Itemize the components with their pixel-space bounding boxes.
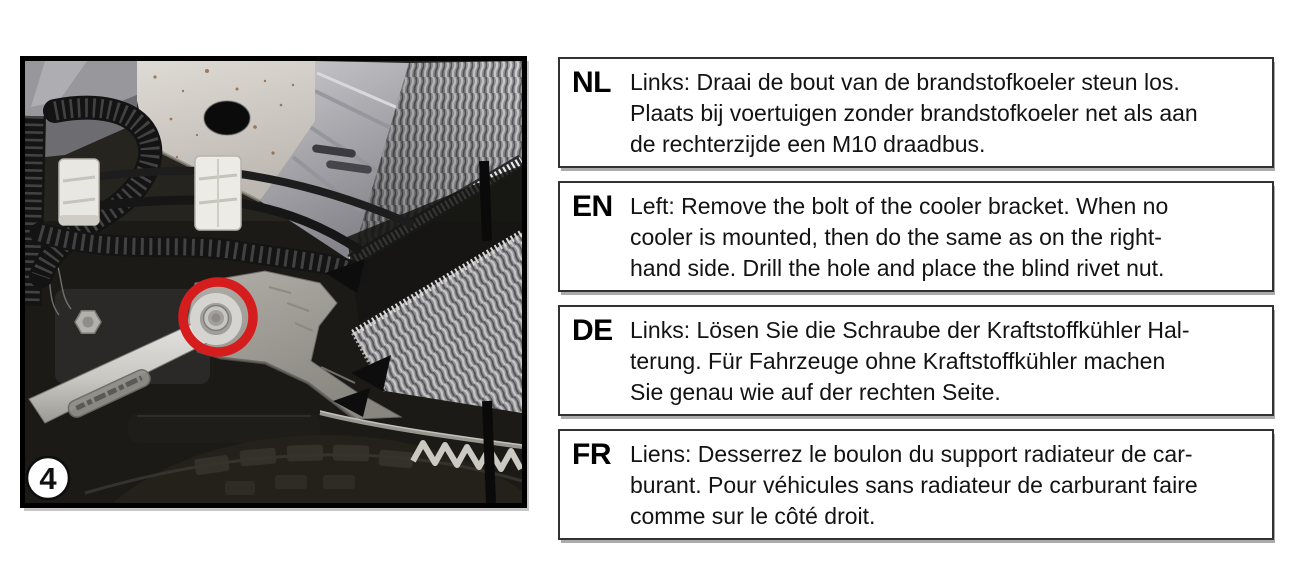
language-code-de: DE bbox=[572, 314, 613, 347]
instruction-line: Sie genau wie auf der rechten Seite. bbox=[630, 379, 1001, 405]
instruction-box-en bbox=[558, 181, 1274, 292]
instruction-line: Links: Draai de bout van de brandstofkoeler steun los. bbox=[630, 69, 1180, 95]
instruction-text-fr bbox=[630, 439, 1198, 532]
instruction-text-de bbox=[630, 315, 1190, 408]
language-code-fr: FR bbox=[572, 438, 611, 471]
step-number-badge bbox=[27, 457, 69, 499]
instruction-box-fr bbox=[558, 429, 1274, 540]
instruction-text-nl bbox=[630, 67, 1198, 160]
instruction-line: hand side. Drill the hole and place the blind rivet nut. bbox=[630, 255, 1165, 281]
language-code-nl: NL bbox=[572, 66, 611, 99]
instruction-line: Left: Remove the bolt of the cooler bracket. When no bbox=[630, 193, 1169, 219]
instruction-line: cooler is mounted, then do the same as on the right- bbox=[630, 224, 1162, 250]
instruction-text-en bbox=[630, 191, 1168, 284]
hex-bolt bbox=[75, 311, 101, 334]
instruction-line: burant. Pour véhicules sans radiateur de carburant faire bbox=[630, 472, 1198, 498]
instruction-line: Plaats bij voertuigen zonder brandstofkoeler net als aan bbox=[630, 100, 1198, 126]
hose-clip-left bbox=[59, 159, 99, 225]
instruction-box-de bbox=[558, 305, 1274, 416]
instruction-line: de rechterzijde een M10 draadbus. bbox=[630, 131, 986, 157]
installation-photo bbox=[20, 56, 527, 508]
instruction-panel bbox=[558, 57, 1274, 540]
instruction-line: Links: Lösen Sie die Schraube der Kraftstoffkühler Hal- bbox=[630, 317, 1190, 343]
language-code-en: EN bbox=[572, 190, 613, 223]
instruction-line: terung. Für Fahrzeuge ohne Kraftstoffkühler machen bbox=[630, 348, 1166, 374]
instruction-line: Liens: Desserrez le boulon du support radiateur de car- bbox=[630, 441, 1193, 467]
bracket-bolt bbox=[204, 306, 229, 331]
instruction-box-nl bbox=[558, 57, 1274, 168]
step-number: 4 bbox=[39, 461, 57, 496]
photo-illustration bbox=[25, 61, 522, 503]
instruction-line: comme sur le côté droit. bbox=[630, 503, 876, 529]
hose-clip-right bbox=[195, 156, 241, 230]
